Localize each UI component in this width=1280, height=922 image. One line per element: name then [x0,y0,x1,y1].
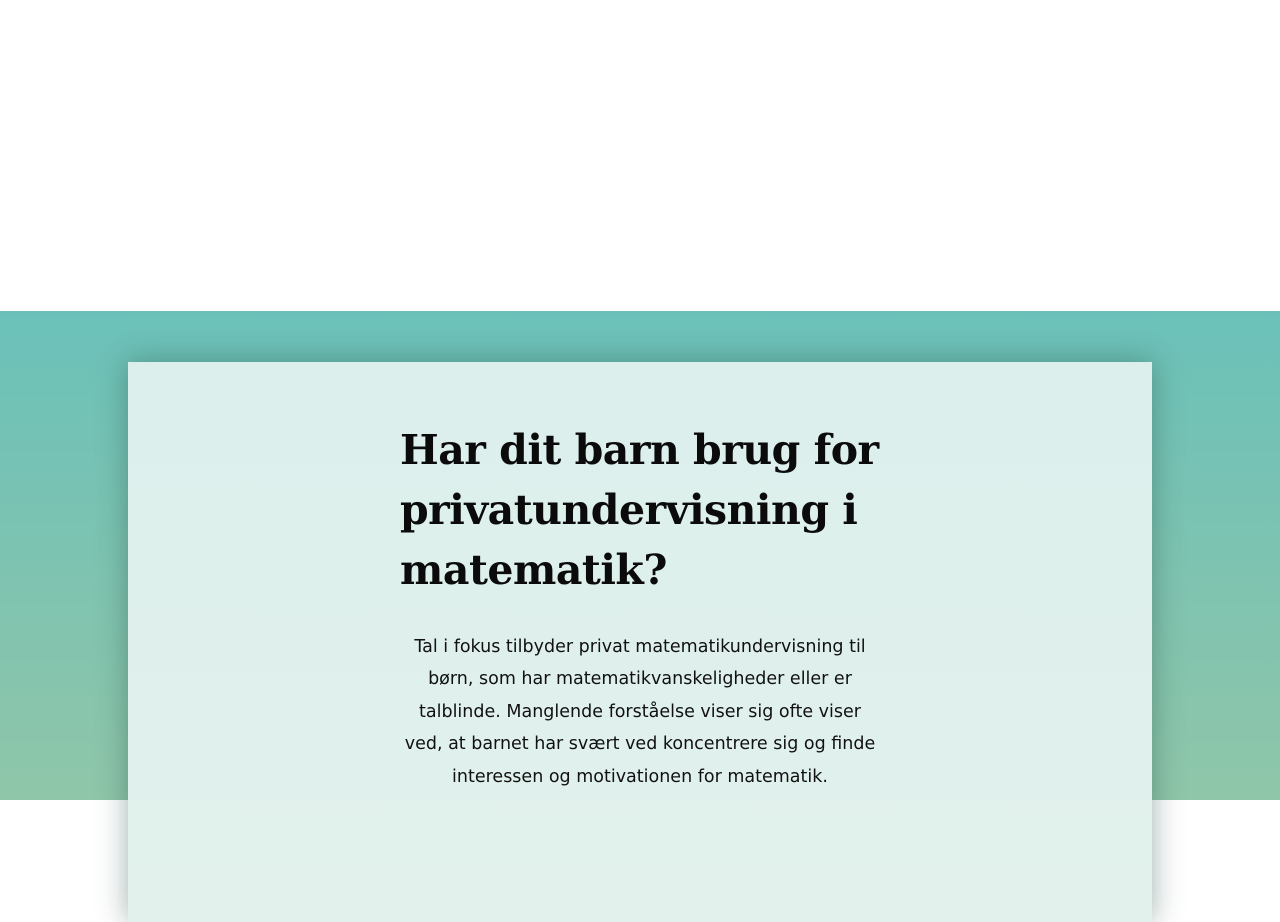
page-title: Har dit barn brug for privatundervisning i matematik? [400,426,879,594]
intro-card [128,362,1152,922]
hero-section [0,311,1280,800]
intro-content [400,420,880,793]
header-area [0,0,1280,311]
intro-paragraph: Tal i fokus tilbyder privat matematikundervisning til børn, som har matematikvanskeligheder eller er talblinde. Manglende forståelse viser sig ofte viser ved, at barnet har svært ved koncentrere sig og finde interessen og motivationen for matematik. [404,637,876,787]
